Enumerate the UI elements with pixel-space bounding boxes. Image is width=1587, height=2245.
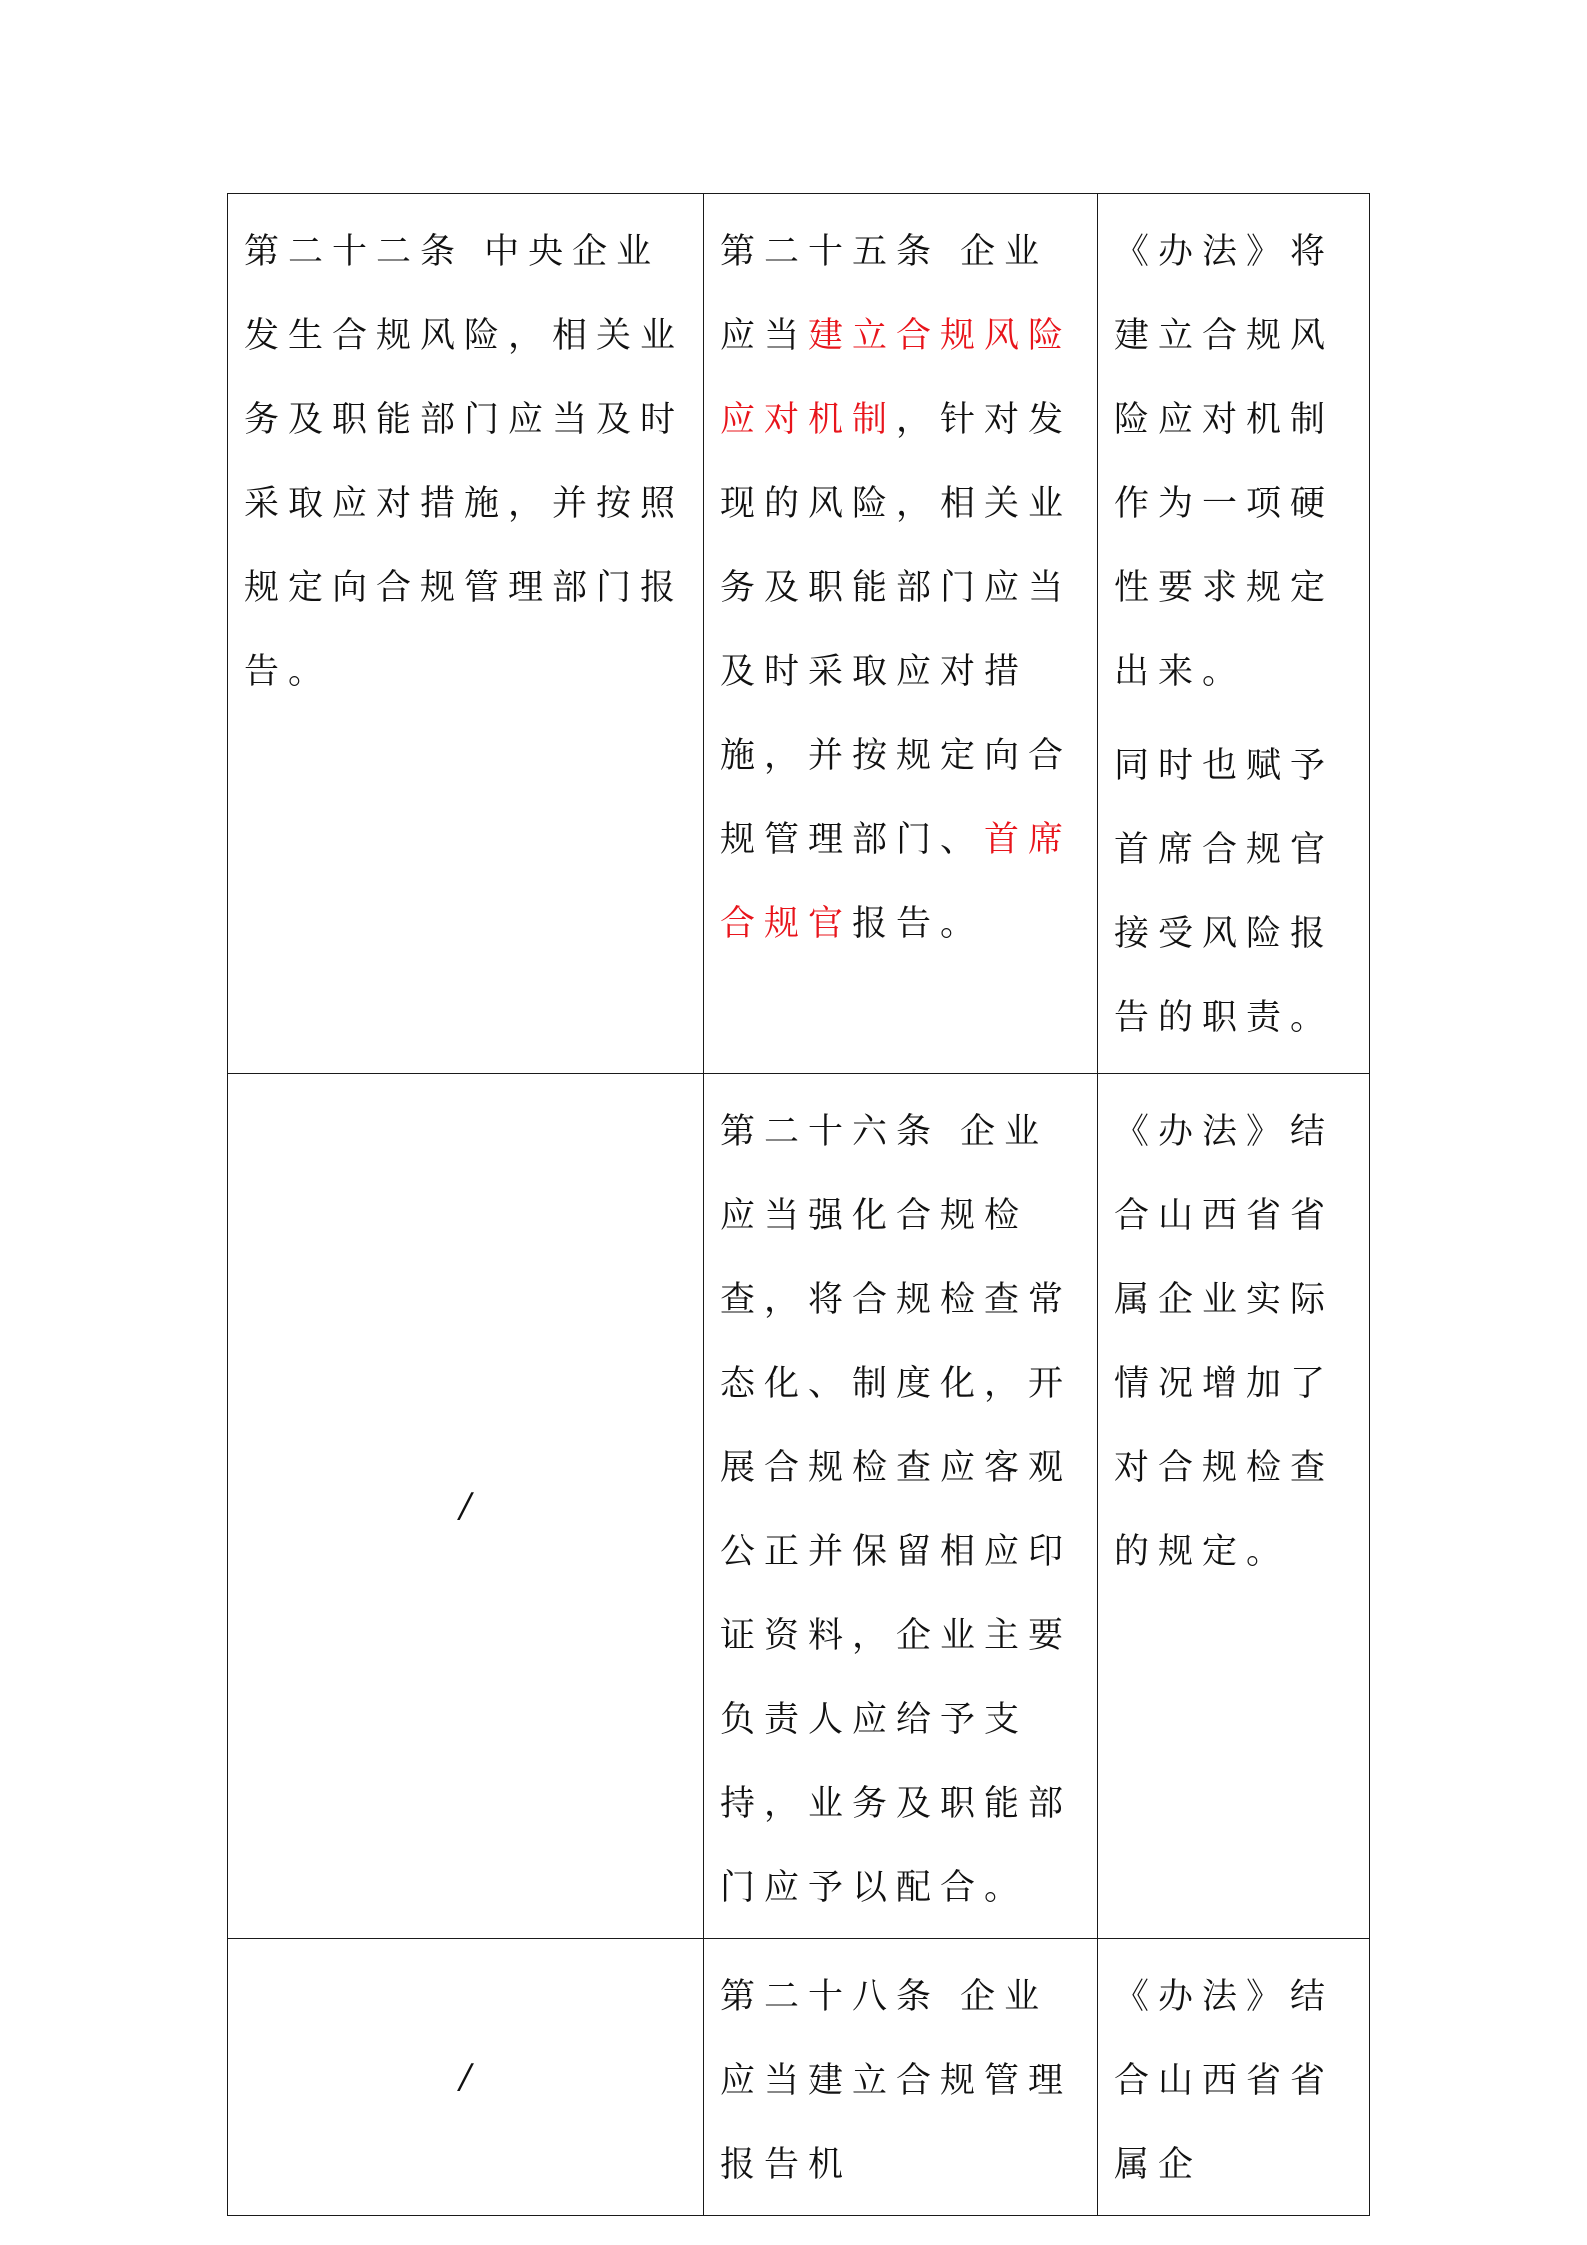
empty-slash-mark: / [459, 2057, 472, 2097]
explanation-paragraph: 同时也赋予首席合规官接受风险报告的职责。 [1114, 746, 1335, 1038]
explanation-cell [1098, 1074, 1370, 1939]
table-row [228, 1074, 1370, 1939]
table-row [228, 194, 1370, 1074]
highlight-text: 建立合规风险应对机制 [720, 316, 1073, 440]
new-provision-cell [704, 1939, 1098, 2216]
explanation-cell [1098, 1939, 1370, 2216]
new-provision-cell [704, 194, 1098, 1074]
new-provision-cell [704, 1074, 1098, 1939]
explanation-cell [1098, 194, 1370, 1074]
explanation-text: 《办法》结合山西省省属企业实际情况增加了对合规检查的规定。 [1114, 1112, 1335, 1572]
new-provision-text: ，针对发现的风险，相关业务及职能部门应当及时采取应对措施，并按规定向合规管理部门、 [720, 400, 1073, 860]
old-provision-cell [228, 1074, 704, 1939]
table-row [228, 1939, 1370, 2216]
comparison-table [227, 193, 1370, 2216]
old-provision-text: 第二十二条 中央企业发生合规风险，相关业务及职能部门应当及时采取应对措施，并按照规定向合规管理部门报告。 [244, 232, 685, 692]
new-provision-text: 报告。 [852, 904, 985, 944]
old-provision-cell [228, 194, 704, 1074]
old-provision-cell [228, 1939, 704, 2216]
new-provision-text: 第二十六条 企业应当强化合规检查，将合规检查常态化、制度化，开展合规检查应客观公正并保留相应印证资料，企业主要负责人应给予支持，业务及职能部门应予以配合。 [720, 1112, 1073, 1908]
highlight-text: 首席合规官 [720, 820, 1073, 944]
explanation-paragraph: 《办法》将建立合规风险应对机制作为一项硬性要求规定出来。 [1114, 232, 1335, 692]
new-provision-text: 第二十五条 企业应当 [720, 232, 1049, 356]
explanation-text: 《办法》结合山西省省属企 [1114, 1977, 1335, 2185]
new-provision-text: 第二十八条 企业应当建立合规管理报告机 [720, 1977, 1073, 2185]
empty-slash-mark: / [459, 1486, 472, 1526]
